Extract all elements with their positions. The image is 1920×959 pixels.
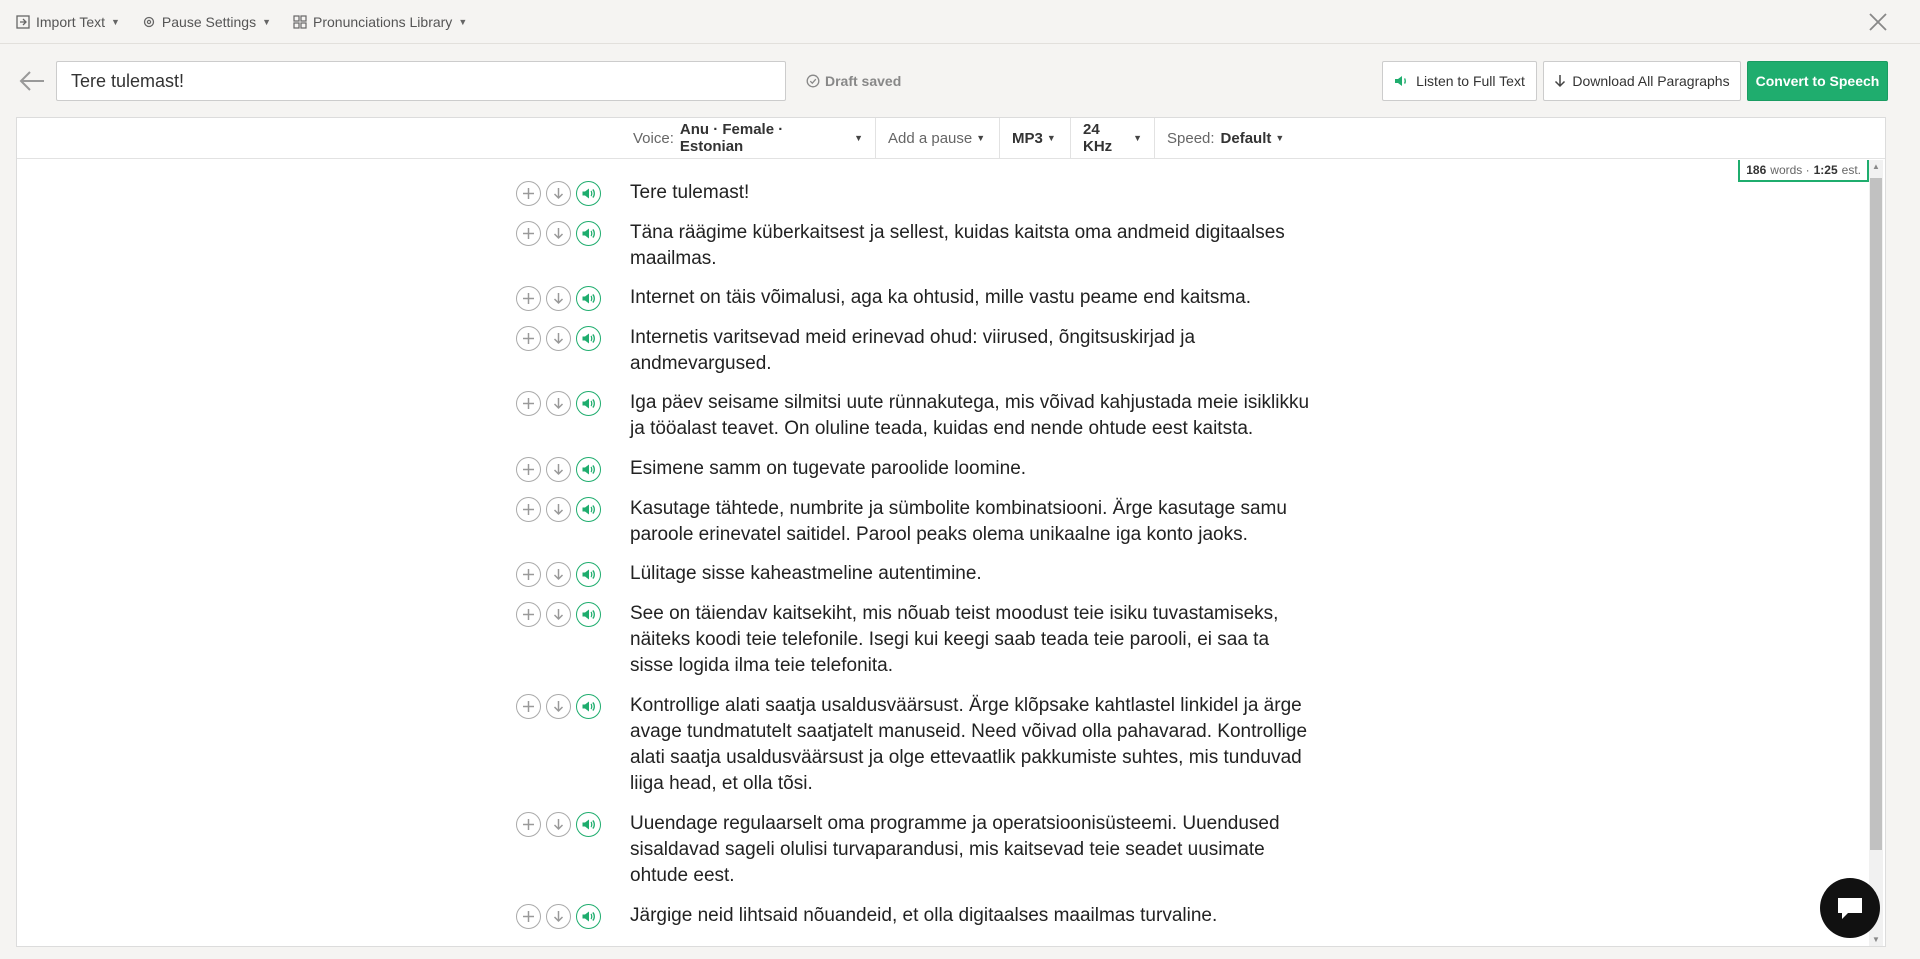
speaker-icon — [581, 291, 596, 306]
speaker-icon — [581, 567, 596, 582]
top-menubar — [0, 0, 1920, 44]
chevron-down-icon: ▼ — [458, 16, 468, 27]
add-paragraph-button[interactable] — [516, 286, 541, 311]
back-arrow-icon[interactable] — [18, 69, 46, 93]
format-value: MP3 — [1012, 129, 1043, 147]
paragraph-text[interactable]: See on täiendav kaitsekiht, mis nõuab teist moodust teie isiku tuvastamiseks, näiteks koodi teie telefonile. Isegi kui keegi saab teada teie parooli, ei saa ta sisse logida ilma teie telefonita. — [630, 603, 1279, 676]
play-paragraph-button[interactable] — [576, 602, 601, 627]
speaker-icon — [581, 331, 596, 346]
scroll-down-icon[interactable]: ▼ — [1872, 935, 1880, 944]
speaker-icon — [1394, 74, 1410, 88]
chat-bubble-icon — [1835, 894, 1865, 922]
chat-button[interactable] — [1820, 878, 1880, 938]
plus-icon — [521, 502, 536, 517]
play-paragraph-button[interactable] — [576, 221, 601, 246]
plus-icon — [521, 226, 536, 241]
plus-icon — [521, 396, 536, 411]
speed-label: Speed: — [1167, 129, 1215, 147]
speaker-icon — [581, 186, 596, 201]
download-paragraph-button[interactable] — [546, 221, 571, 246]
word-count: 186 — [1746, 163, 1767, 177]
arrow-down-icon — [551, 462, 566, 477]
plus-icon — [521, 607, 536, 622]
arrow-down-icon — [551, 699, 566, 714]
arrow-down-icon — [551, 607, 566, 622]
paragraph-row — [516, 811, 1316, 889]
download-paragraph-button[interactable] — [546, 602, 571, 627]
download-paragraph-button[interactable] — [546, 812, 571, 837]
listen-button-label: Listen to Full Text — [1416, 73, 1525, 89]
pronunciations-library-menu[interactable] — [293, 14, 467, 30]
download-button-label: Download All Paragraphs — [1572, 73, 1730, 89]
paragraph-text[interactable]: Täna räägime küberkaitsest ja sellest, kuidas kaitsta oma andmeid digitaalses maailmas. — [630, 222, 1285, 269]
draft-status — [806, 73, 901, 89]
add-paragraph-button[interactable] — [516, 904, 541, 929]
speaker-icon — [581, 607, 596, 622]
add-paragraph-button[interactable] — [516, 812, 541, 837]
add-paragraph-button[interactable] — [516, 181, 541, 206]
paragraph-row — [516, 456, 1316, 482]
voice-toolbar — [17, 118, 1885, 159]
download-paragraph-button[interactable] — [546, 562, 571, 587]
play-paragraph-button[interactable] — [576, 286, 601, 311]
chevron-down-icon: ▼ — [854, 133, 863, 143]
play-paragraph-button[interactable] — [576, 391, 601, 416]
arrow-down-icon — [551, 817, 566, 832]
play-paragraph-button[interactable] — [576, 181, 601, 206]
add-paragraph-button[interactable] — [516, 326, 541, 351]
play-paragraph-button[interactable] — [576, 812, 601, 837]
add-pause-dropdown[interactable] — [876, 118, 1000, 158]
paragraph-row — [516, 903, 1316, 929]
gear-icon — [142, 15, 156, 29]
format-dropdown[interactable] — [1000, 118, 1071, 158]
paragraph-controls — [516, 390, 630, 442]
add-paragraph-button[interactable] — [516, 602, 541, 627]
download-paragraph-button[interactable] — [546, 326, 571, 351]
chevron-down-icon: ▼ — [1133, 133, 1142, 143]
scroll-thumb[interactable] — [1870, 178, 1882, 850]
play-paragraph-button[interactable] — [576, 326, 601, 351]
paragraph-text[interactable]: Uuendage regulaarselt oma programme ja operatsioonisüsteemi. Uuendused sisaldavad sageli olulisi turvaparandusi, mis kaitsevad teie seadet uusimate ohtude eest. — [630, 813, 1280, 886]
paragraph-row — [516, 180, 1316, 206]
arrow-down-icon — [551, 567, 566, 582]
add-paragraph-button[interactable] — [516, 497, 541, 522]
voice-value: Anu · Female · Estonian — [679, 121, 784, 155]
import-text-menu[interactable] — [16, 14, 120, 30]
speaker-icon — [581, 396, 596, 411]
add-paragraph-button[interactable] — [516, 562, 541, 587]
speaker-icon — [581, 462, 596, 477]
paragraph-controls — [516, 693, 630, 797]
arrow-down-icon — [551, 226, 566, 241]
plus-icon — [521, 186, 536, 201]
check-circle-icon — [806, 74, 820, 88]
paragraph-text[interactable]: Tere tulemast! — [630, 182, 750, 203]
download-all-button[interactable] — [1543, 61, 1741, 101]
paragraph-text[interactable]: Internet on täis võimalusi, aga ka ohtusid, mille vastu peame end kaitsma. — [630, 287, 1251, 308]
paragraph-controls — [516, 561, 630, 587]
speed-value: Default — [1220, 129, 1272, 147]
play-paragraph-button[interactable] — [576, 562, 601, 587]
paragraph-text[interactable]: Järgige neid lihtsaid nõuandeid, et olla digitaalses maailmas turvaline. — [630, 905, 1218, 926]
pronunciations-library-label: Pronunciations Library — [313, 13, 453, 30]
paragraph-controls — [516, 456, 630, 482]
add-paragraph-button[interactable] — [516, 391, 541, 416]
arrow-down-icon — [1554, 74, 1566, 88]
plus-icon — [521, 331, 536, 346]
scroll-up-icon[interactable]: ▲ — [1872, 162, 1880, 171]
close-icon[interactable] — [1866, 10, 1890, 34]
add-paragraph-button[interactable] — [516, 457, 541, 482]
paragraph-controls — [516, 811, 630, 889]
voice-label: Voice: — [633, 129, 674, 147]
speaker-icon — [581, 817, 596, 832]
paragraph-controls — [516, 220, 630, 272]
speaker-icon — [581, 699, 596, 714]
download-paragraph-button[interactable] — [546, 457, 571, 482]
plus-icon — [521, 909, 536, 924]
plus-icon — [521, 817, 536, 832]
download-paragraph-button[interactable] — [546, 391, 571, 416]
paragraph-row — [516, 496, 1316, 548]
paragraph-row — [516, 601, 1316, 679]
plus-icon — [521, 291, 536, 306]
plus-icon — [521, 567, 536, 582]
arrow-down-icon — [551, 396, 566, 411]
paragraph-text[interactable]: Esimene samm on tugevate paroolide loomine. — [630, 458, 1027, 479]
sample-rate-value: 24 KHz — [1083, 121, 1113, 155]
grid-icon — [293, 15, 307, 29]
paragraph-text[interactable]: Kasutage tähtede, numbrite ja sümbolite kombinatsiooni. Ärge kasutage samu paroole erinevatel saitidel. Parool peaks olema unikaalne iga konto jaoks. — [630, 498, 1287, 545]
arrow-down-icon — [551, 502, 566, 517]
chevron-down-icon: ▼ — [262, 16, 272, 27]
paragraph-controls — [516, 903, 630, 929]
paragraph-text[interactable]: Iga päev seisame silmitsi uute rünnakutega, mis võivad kahjustada meie isiklikku ja tööalast teavet. On oluline teada, kuidas end nende ohtude eest kaitsta. — [630, 392, 1310, 439]
download-paragraph-button[interactable] — [546, 286, 571, 311]
listen-full-text-button[interactable] — [1382, 61, 1537, 101]
draft-status-label: Draft saved — [825, 73, 902, 89]
paragraph-text[interactable]: Kontrollige alati saatja usaldusväärsust. Ärge klõpsake kahtlastel linkidel ja ärge avage tundmatutelt saatjatelt manuseid. Need võivad olla pahavarad. Kontrollige alati saatja usaldusväärsust ja olge ettevaatlik pakkumiste suhtes, mis tunduvad liiga head, et olla tõsi. — [630, 695, 1308, 794]
pause-settings-menu[interactable] — [142, 14, 271, 30]
paragraph-controls — [516, 325, 630, 377]
convert-to-speech-button[interactable]: Convert to Speech — [1747, 61, 1888, 101]
add-paragraph-button[interactable] — [516, 694, 541, 719]
arrow-down-icon — [551, 909, 566, 924]
speaker-icon — [581, 909, 596, 924]
chevron-down-icon: ▼ — [976, 133, 986, 143]
chevron-down-icon: ▼ — [111, 16, 120, 27]
duration-estimate: 1:25 — [1813, 163, 1838, 177]
play-paragraph-button[interactable] — [576, 457, 601, 482]
paragraph-text[interactable]: Lülitage sisse kaheastmeline autentimine. — [630, 563, 982, 584]
play-paragraph-button[interactable] — [576, 904, 601, 929]
speaker-icon — [581, 226, 596, 241]
plus-icon — [521, 699, 536, 714]
download-paragraph-button[interactable] — [546, 497, 571, 522]
paragraph-controls — [516, 180, 630, 206]
vertical-scrollbar[interactable] — [1869, 160, 1883, 946]
chevron-down-icon: ▼ — [1275, 133, 1285, 143]
document-title-input[interactable] — [56, 61, 786, 101]
add-pause-label: Add a pause — [888, 129, 973, 147]
arrow-down-icon — [551, 331, 566, 346]
word-count-label: words · — [1770, 163, 1810, 177]
play-paragraph-button[interactable] — [576, 497, 601, 522]
paragraph-row — [516, 220, 1316, 272]
duration-label: est. — [1841, 163, 1861, 177]
import-text-label: Import Text — [36, 13, 105, 30]
sample-rate-dropdown[interactable] — [1071, 118, 1155, 158]
download-paragraph-button[interactable] — [546, 904, 571, 929]
paragraph-controls — [516, 601, 630, 679]
paragraph-controls — [516, 285, 630, 311]
add-paragraph-button[interactable] — [516, 221, 541, 246]
plus-icon — [521, 462, 536, 477]
paragraph-row — [516, 325, 1316, 377]
voice-selector[interactable] — [621, 118, 876, 158]
word-count-badge — [1738, 160, 1869, 182]
speed-dropdown[interactable] — [1155, 118, 1285, 158]
paragraph-row — [516, 561, 1316, 587]
import-icon — [16, 15, 30, 29]
play-paragraph-button[interactable] — [576, 694, 601, 719]
paragraph-row — [516, 390, 1316, 442]
arrow-down-icon — [551, 291, 566, 306]
chevron-down-icon: ▼ — [1046, 133, 1056, 143]
speaker-icon — [581, 502, 596, 517]
paragraph-text[interactable]: Internetis varitsevad meid erinevad ohud: viirused, õngitsuskirjad ja andmevargused. — [630, 327, 1196, 374]
download-paragraph-button[interactable] — [546, 181, 571, 206]
download-paragraph-button[interactable] — [546, 694, 571, 719]
paragraph-controls — [516, 496, 630, 548]
paragraph-row — [516, 285, 1316, 311]
pause-settings-label: Pause Settings — [161, 13, 257, 30]
arrow-down-icon — [551, 186, 566, 201]
paragraph-row — [516, 693, 1316, 797]
